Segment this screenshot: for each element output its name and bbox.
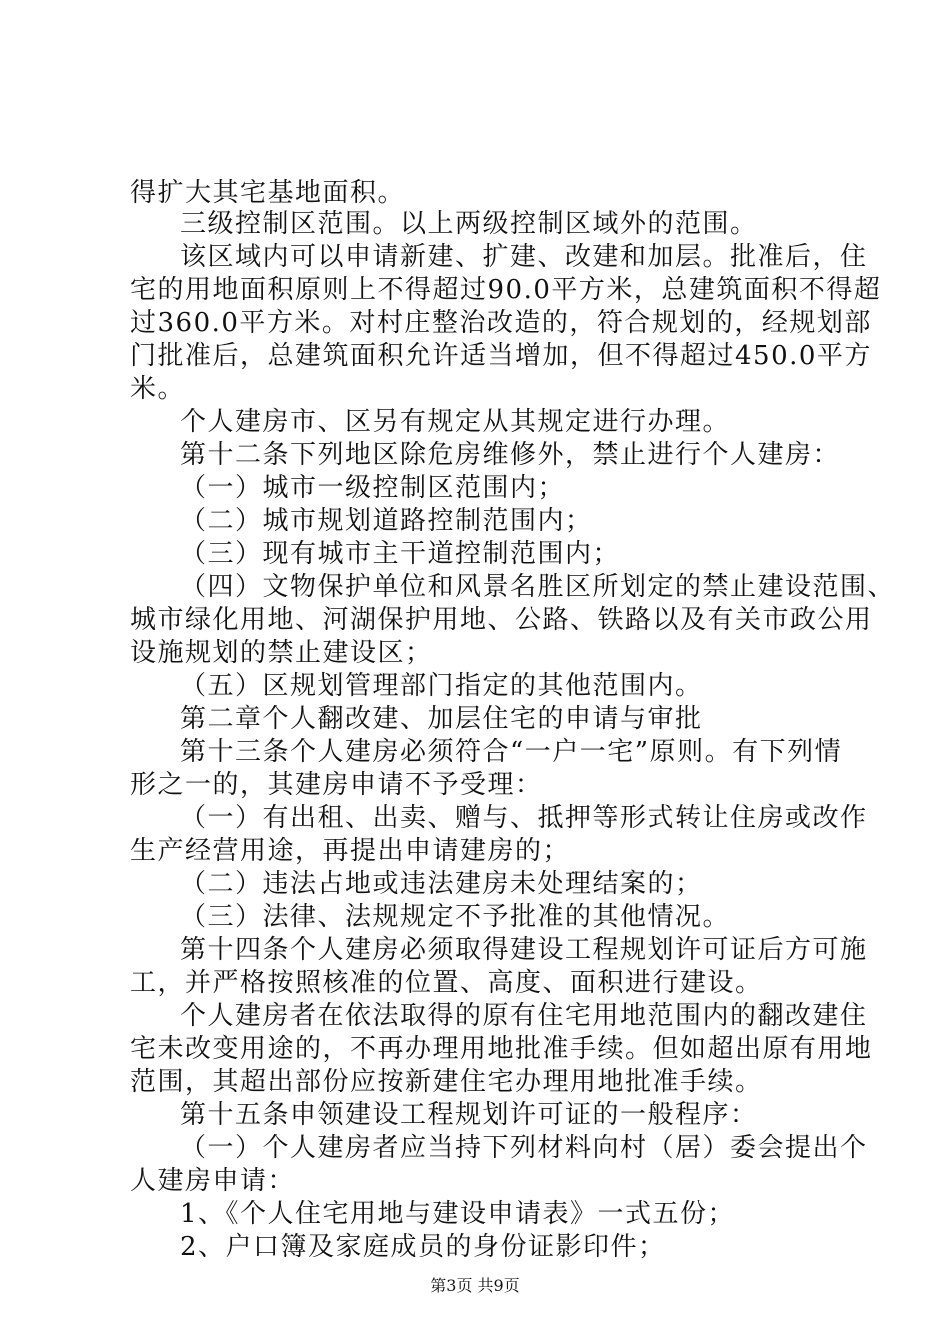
text-line: 个人建房市、区另有规定从其规定进行办理。	[180, 407, 731, 437]
text-line: （二）违法占地或违法建房未处理结案的；	[180, 869, 703, 899]
text-line: 第十二条下列地区除危房维修外，禁止进行个人建房：	[180, 440, 841, 470]
text-line: 范围，其超出部份应按新建住宅办理用地批准手续。	[130, 1067, 763, 1097]
text-line: （四）文物保护单位和风景名胜区所划定的禁止建设范围、	[180, 572, 896, 602]
text-line: 三级控制区范围。以上两级控制区域外的范围。	[180, 209, 758, 239]
text-line: 人建房申请：	[130, 1166, 296, 1196]
text-line: （二）城市规划道路控制范围内；	[180, 506, 593, 536]
text-line: 城市绿化用地、河湖保护用地、公路、铁路以及有关市政公用	[130, 605, 873, 635]
text-line: （一）城市一级控制区范围内；	[180, 473, 566, 503]
text-line: 工，并严格按照核准的位置、高度、面积进行建设。	[130, 968, 763, 998]
text-line: 得扩大其宅基地面积。	[130, 178, 406, 208]
text-line: （五）区规划管理部门指定的其他范围内。	[180, 671, 703, 701]
text-line: 2、户口簿及家庭成员的身份证影印件；	[180, 1232, 666, 1262]
text-line: 形之一的，其建房申请不予受理：	[130, 770, 543, 800]
text-line: （三）法律、法规规定不予批准的其他情况。	[180, 902, 731, 932]
text-line: （一）个人建房者应当持下列材料向村（居）委会提出个	[180, 1133, 868, 1163]
text-line: 过360.0平方米。对村庄整治改造的，符合规划的，经规划部	[130, 308, 872, 338]
text-line: 该区域内可以申请新建、扩建、改建和加层。批准后，住	[180, 242, 868, 272]
text-line: 米。	[130, 374, 186, 404]
text-line: 生产经营用途，再提出申请建房的；	[130, 836, 571, 866]
text-line: 第十四条个人建房必须取得建设工程规划许可证后方可施	[180, 935, 868, 965]
text-line: 宅未改变用途的，不再办理用地批准手续。但如超出原有用地	[130, 1034, 873, 1064]
text-line: 第十五条申领建设工程规划许可证的一般程序：	[180, 1100, 758, 1130]
text-line: （三）现有城市主干道控制范围内；	[180, 539, 621, 569]
page-footer: 第3页 共9页	[430, 1276, 520, 1295]
text-line: 1、《个人住宅用地与建设申请表》一式五份；	[180, 1199, 736, 1229]
text-line: 个人建房者在依法取得的原有住宅用地范围内的翻改建住	[180, 1001, 868, 1031]
text-line: 第二章个人翻改建、加层住宅的申请与审批	[180, 704, 703, 734]
text-line: 第十三条个人建房必须符合“一户一宅”原则。有下列情	[180, 737, 843, 767]
text-line: 宅的用地面积原则上不得超过90.0平方米，总建筑面积不得超	[130, 275, 882, 305]
text-line: （一）有出租、出卖、赠与、抵押等形式转让住房或改作	[180, 803, 868, 833]
text-line: 门批准后，总建筑面积允许适当增加，但不得超过450.0平方	[130, 341, 872, 371]
text-line: 设施规划的禁止建设区；	[130, 638, 433, 668]
